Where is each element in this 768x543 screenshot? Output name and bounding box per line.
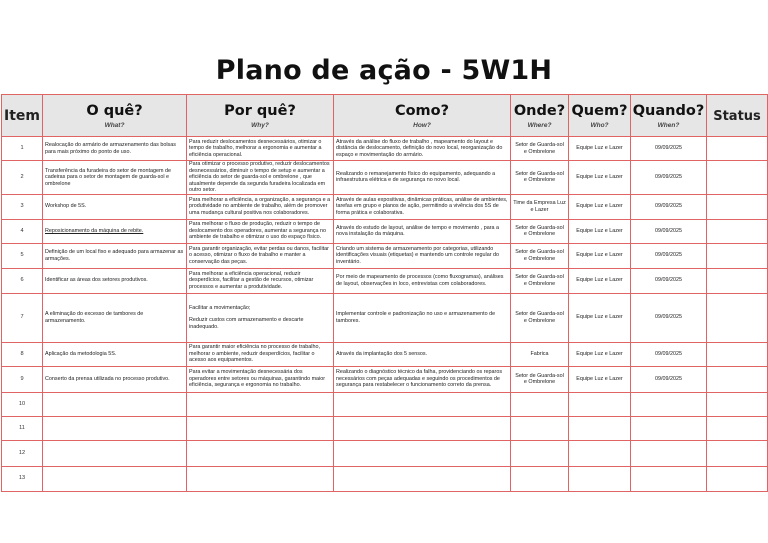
cell-how (334, 440, 511, 466)
cell-what: Workshop de 5S. (43, 194, 187, 219)
header-row (2, 95, 768, 137)
cell-what: Conserto da prensa utilizada no processo produtivo. (43, 366, 187, 392)
cell-item: 9 (2, 366, 43, 392)
cell-status (707, 161, 768, 195)
cell-what: Reposicionamento da máquina de rebite. (43, 219, 187, 243)
cell-where: Setor de Guarda-sol e Ombrelone (511, 137, 569, 161)
cell-item: 2 (2, 161, 43, 195)
header-where-label: Onde? (513, 102, 566, 119)
cell-item: 12 (2, 440, 43, 466)
cell-who: Equipe Luz e Lazer (569, 137, 631, 161)
cell-status (707, 466, 768, 491)
cell-where: Setor de Guarda-sol e Ombrelone (511, 293, 569, 342)
cell-who: Equipe Luz e Lazer (569, 366, 631, 392)
header-status-label: Status (713, 108, 761, 124)
cell-who: Equipe Luz e Lazer (569, 194, 631, 219)
cell-what: Identificar as áreas dos setores produtivos. (43, 268, 187, 293)
table-row (2, 366, 768, 392)
cell-where: Setor de Guarda-sol e Ombrelone (511, 161, 569, 195)
cell-status (707, 293, 768, 342)
cell-why (187, 392, 334, 416)
cell-who: Equipe Luz e Lazer (569, 342, 631, 366)
cell-why: Para melhorar o fluxo de produção, reduzir o tempo de deslocamento dos operadores, aumentar a segurança no ambiente de trabalho e otimizar o uso do espaço físico. (187, 219, 334, 243)
cell-where (511, 440, 569, 466)
cell-where: Setor de Guarda-sol e Ombrelone (511, 268, 569, 293)
page-title: Plano de ação - 5W1H (215, 55, 553, 86)
cell-who (569, 392, 631, 416)
cell-what: A eliminação do excesso de tambores de armazenamento. (43, 293, 187, 342)
cell-why: Para evitar a movimentação desnecessária dos operadores entre setores ou máquinas, garantindo maior eficiência, segurança e ergonomia no trabalho. (187, 366, 334, 392)
header-who-label: Quem? (571, 102, 628, 119)
header-when-sub: When? (657, 121, 680, 129)
cell-when: 09/09/2025 (631, 137, 707, 161)
cell-how: Realizando o remanejamento físico do equipamento, adequando a infraestrutura elétrica e de segurança no novo local. (334, 161, 511, 195)
cell-how (334, 466, 511, 491)
cell-when: 09/09/2025 (631, 194, 707, 219)
table-row (2, 137, 768, 161)
cell-how: Através de aulas expositivas, dinâmicas práticas, análise de ambientes, tarefas em grupo e planos de ação, permitindo a vivência dos 5S de forma prática e colaborativa. (334, 194, 511, 219)
header-item-label: Item (4, 107, 40, 124)
table-row (2, 466, 768, 491)
table-row (2, 194, 768, 219)
cell-when: 09/09/2025 (631, 366, 707, 392)
header-why (187, 95, 334, 137)
cell-status (707, 440, 768, 466)
cell-when: 09/09/2025 (631, 293, 707, 342)
cell-who: Equipe Luz e Lazer (569, 293, 631, 342)
header-what-sub: What? (104, 121, 125, 129)
header-what-label: O quê? (86, 102, 143, 119)
table-row (2, 293, 768, 342)
cell-when: 09/09/2025 (631, 243, 707, 268)
cell-why: Para melhorar a eficiência operacional, reduzir desperdícios, facilitar a gestão de recursos, otimizar processos e aumentar a produtividade. (187, 268, 334, 293)
cell-what (43, 416, 187, 440)
cell-who (569, 466, 631, 491)
header-who (569, 95, 631, 137)
header-item (2, 95, 43, 137)
cell-why: Para otimizar o processo produtivo, reduzir deslocamentos desnecessários, diminuir o tempo de setup e aumentar a eficiência do setor de guarda-sol e ombrelone , que atualmente depende da segunda furadeira localizada em outro setor. (187, 161, 334, 195)
cell-when: 09/09/2025 (631, 342, 707, 366)
cell-item: 3 (2, 194, 43, 219)
cell-where (511, 466, 569, 491)
cell-why (187, 466, 334, 491)
cell-item: 5 (2, 243, 43, 268)
header-when-label: Quando? (632, 102, 705, 119)
cell-where: Fabrica (511, 342, 569, 366)
cell-how: Implementar controle e padronização no uso e armazenamento de tambores. (334, 293, 511, 342)
cell-when (631, 416, 707, 440)
cell-why-line-1: Facilitar a movimentação; (189, 304, 251, 311)
header-what (43, 95, 187, 137)
table-row (2, 268, 768, 293)
cell-when: 09/09/2025 (631, 161, 707, 195)
table-row (2, 243, 768, 268)
cell-why: Para garantir maior eficiência no processo de trabalho, melhorar o ambiente, reduzir desperdícios, facilitar o acesso aos equipamentos. (187, 342, 334, 366)
cell-when (631, 392, 707, 416)
cell-how: Através do estudo de layout, análise de tempo e movimento , para a nova instalação da máquina. (334, 219, 511, 243)
cell-when (631, 440, 707, 466)
cell-what: Transferência da furadeira do setor de montagem de cadeiras para o setor de montagem de guarda-sol e ombrelone (43, 161, 187, 195)
cell-what (43, 440, 187, 466)
cell-who: Equipe Luz e Lazer (569, 161, 631, 195)
header-status (707, 95, 768, 137)
cell-status (707, 392, 768, 416)
cell-item: 8 (2, 342, 43, 366)
cell-who: Equipe Luz e Lazer (569, 268, 631, 293)
cell-who: Equipe Luz e Lazer (569, 243, 631, 268)
cell-what: Definição de um local fixo e adequado para armazenar as armações. (43, 243, 187, 268)
table-row (2, 161, 768, 195)
cell-how: Através da análise do fluxo de trabalho , mapeamento do layout e distância de deslocamento, definição do novo local, reorganização do espaço e movimentação do armário. (334, 137, 511, 161)
header-who-sub: Who? (590, 121, 609, 129)
table-row (2, 342, 768, 366)
cell-how: Através da implantação dos 5 sensos. (334, 342, 511, 366)
cell-why (187, 293, 334, 342)
cell-what (43, 466, 187, 491)
cell-why: Para garantir organização, evitar perdas ou danos, facilitar o acesso, otimizar o fluxo de trabalho e manter a conservação das peças. (187, 243, 334, 268)
cell-where (511, 392, 569, 416)
cell-why (187, 440, 334, 466)
cell-why: Para melhorar a eficiência, a organização, a segurança e a produtividade no ambiente de trabalho, além de promover uma mudança cultural positiva nos colaboradores. (187, 194, 334, 219)
cell-who (569, 440, 631, 466)
cell-status (707, 219, 768, 243)
header-how-label: Como? (394, 102, 450, 119)
cell-item: 10 (2, 392, 43, 416)
header-where-sub: Where? (527, 121, 552, 129)
header-when (631, 95, 707, 137)
header-how-sub: How? (413, 121, 431, 129)
cell-who (569, 416, 631, 440)
cell-status (707, 243, 768, 268)
cell-who: Equipe Luz e Lazer (569, 219, 631, 243)
cell-how: Por meio de mapeamento de processos (como fluxogramas), análises de layout, observações in loco, entrevistas com colaboradores. (334, 268, 511, 293)
cell-item: 6 (2, 268, 43, 293)
cell-what (43, 392, 187, 416)
cell-how: Criando um sistema de armazenamento por categorias, utilizando identificações visuais (etiquetas) e mantendo um controle regular do inventário. (334, 243, 511, 268)
cell-how (334, 416, 511, 440)
table-row (2, 392, 768, 416)
cell-how: Realizando o diagnóstico técnico da falha, providenciando os reparos necessários com peças adequadas e seguindo os procedimentos de segurança para restabelecer o funcionamento correto da prensa. (334, 366, 511, 392)
cell-status (707, 416, 768, 440)
cell-status (707, 268, 768, 293)
cell-why: Para reduzir deslocamentos desnecessários, otimizar o tempo de trabalho, melhorar a ergonomia e aumentar a eficiência operacional. (187, 137, 334, 161)
table-row (2, 440, 768, 466)
cell-status (707, 366, 768, 392)
cell-item: 1 (2, 137, 43, 161)
action-plan-table (1, 94, 768, 492)
cell-when (631, 466, 707, 491)
cell-item: 13 (2, 466, 43, 491)
table-row (2, 416, 768, 440)
cell-where (511, 416, 569, 440)
table-row (2, 219, 768, 243)
cell-how (334, 392, 511, 416)
cell-what: Realocação do armário de armazenamento das bolsas para mais próximo do ponto de uso. (43, 137, 187, 161)
cell-where: Setor de Guarda-sol e Ombrelone (511, 243, 569, 268)
cell-item: 4 (2, 219, 43, 243)
header-how (334, 95, 511, 137)
cell-where: Time da Empresa Luz e Lazer (511, 194, 569, 219)
cell-where: Setor de Guarda-sol e Ombrelone (511, 219, 569, 243)
cell-item: 11 (2, 416, 43, 440)
cell-when: 09/09/2025 (631, 219, 707, 243)
cell-where: Setor de Guarda-sol e Ombrelone (511, 366, 569, 392)
cell-what: Aplicação da metodologia 5S. (43, 342, 187, 366)
cell-item: 7 (2, 293, 43, 342)
cell-when: 09/09/2025 (631, 268, 707, 293)
header-why-sub: Why? (251, 121, 269, 129)
cell-why-line-2: Reduzir custos com armazenamento e descarte inadequado. (189, 317, 304, 330)
cell-status (707, 194, 768, 219)
cell-status (707, 342, 768, 366)
cell-why (187, 416, 334, 440)
cell-status (707, 137, 768, 161)
header-why-label: Por quê? (224, 102, 296, 119)
header-where (511, 95, 569, 137)
